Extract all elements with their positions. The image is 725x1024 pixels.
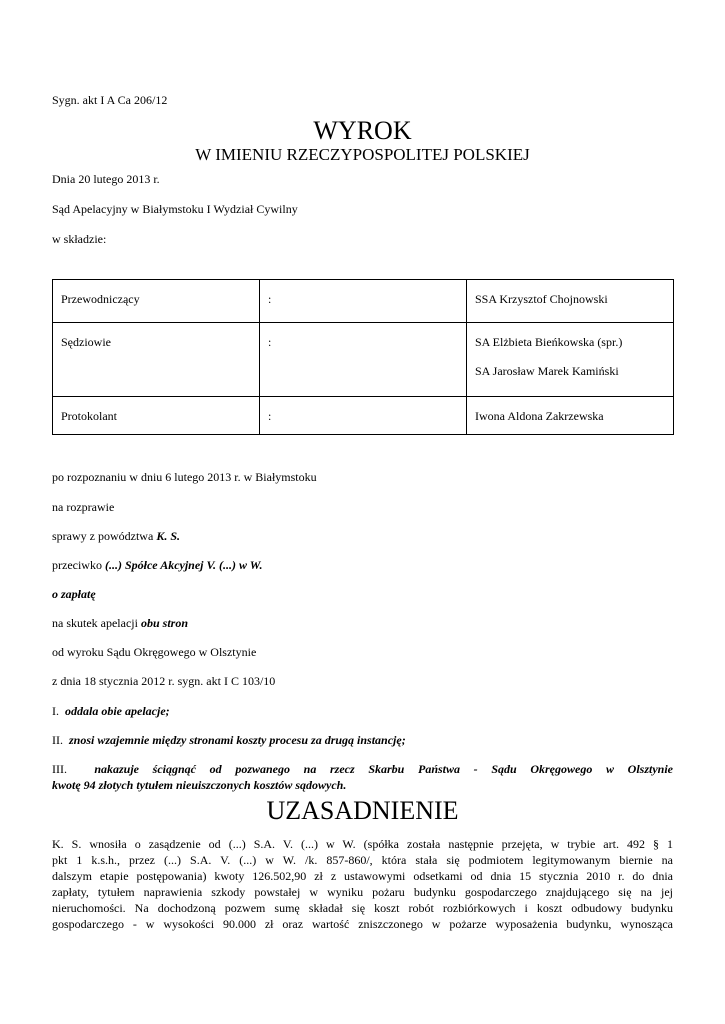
separator-cell: : [260, 397, 467, 435]
justification-heading: UZASADNIENIE [266, 796, 459, 825]
ruling-number: II. [52, 733, 63, 747]
proceedings-line: z dnia 18 stycznia 2012 r. sygn. akt I C 103/10 [52, 674, 276, 688]
ruling-number: III. [52, 762, 67, 776]
role-cell: Sędziowie [53, 323, 260, 397]
separator-cell: : [260, 280, 467, 323]
paragraph-line: K. S. wnosiła o zasądzenie od (...) S.A. V. (...) w W. (spółka została następnie przejęta, w trybie art. 492 § 1 [52, 837, 673, 851]
court-name: Sąd Apelacyjny w Białymstoku I Wydział Cywilny [52, 202, 298, 216]
separator-cell: : [260, 323, 467, 397]
composition-intro: w składzie: [52, 232, 107, 246]
paragraph-line: nieruchomości. Na dochodzoną pozwem sumę składał się koszt robót rozbiórkowych i koszt odbudowy budynku [52, 901, 673, 915]
plaintiff-name: K. S. [156, 529, 180, 543]
table-row [53, 323, 674, 397]
paragraph-line: gospodarczego - w wysokości 90.000 zł oraz wartość zniszczonego w pożarze wyposażenia budynku, wynosząca [52, 917, 673, 931]
ruling-item [52, 733, 406, 747]
proceedings-line: od wyroku Sądu Okręgowego w Olsztynie [52, 645, 257, 659]
paragraph-line: zapłaty, tytułem naprawienia szkody powstałej w wyniku pożaru budynku gospodarczego znajdującego się na jej [52, 885, 673, 899]
appeal-line: na skutek apelacji obu stron [52, 616, 188, 630]
proceedings-line: po rozpoznaniu w dniu 6 lutego 2013 r. w Białymstoku [52, 470, 317, 484]
proceedings-line: na rozprawie [52, 500, 115, 514]
ruling-item [52, 762, 673, 792]
name-cell: SSA Krzysztof Chojnowski [467, 280, 674, 323]
judgment-subtitle: W IMIENIU RZECZYPOSPOLITEJ POLSKIEJ [195, 145, 530, 164]
judgment-title: WYROK [313, 116, 412, 145]
court-composition-table [52, 279, 674, 435]
ruling-number: I. [52, 704, 59, 718]
role-cell: Przewodniczący [53, 280, 260, 323]
ruling-item [52, 704, 170, 718]
defendant-name: (...) Spółce Akcyjnej V. (...) w W. [104, 558, 263, 572]
ruling-text: kwotę 94 złotych tytułem nieuiszczonych kosztów sądowych. [52, 778, 347, 792]
plaintiff-line: sprawy z powództwa K. S. [52, 529, 180, 543]
name-cell: SA Elżbieta Bieńkowska (spr.) SA Jarosław Marek Kamiński [467, 323, 674, 397]
justification-paragraph [52, 836, 673, 932]
judgment-date: Dnia 20 lutego 2013 r. [52, 172, 160, 186]
name-cell: Iwona Aldona Zakrzewska [467, 397, 674, 435]
claim-subject: o zapłatę [52, 587, 96, 601]
role-cell: Protokolant [53, 397, 260, 435]
ruling-text: nakazuje ściągnąć od pozwanego na rzecz Skarbu Państwa - Sądu Okręgowego w Olsztynie [94, 762, 673, 776]
appeal-parties: obu stron [140, 616, 188, 630]
ruling-text: oddala obie apelacje; [65, 704, 170, 718]
case-signature: Sygn. akt I A Ca 206/12 [52, 93, 168, 107]
paragraph-line: dalszym etapie postępowania) kwoty 126.502,90 zł z ustawowymi odsetkami od dnia 15 stycznia 2010 r. do dnia [52, 869, 673, 883]
table-row [53, 397, 674, 435]
paragraph-line: pkt 1 k.s.h., przez (...) S.A. V. (...) w W. /k. 857-860/, która stała się podmiotem legitymowanym biernie na [52, 853, 673, 867]
ruling-text: znosi wzajemnie między stronami koszty procesu za drugą instancję; [69, 733, 406, 747]
table-row [53, 280, 674, 323]
defendant-line: przeciwko (...) Spółce Akcyjnej V. (...) w W. [52, 558, 263, 572]
